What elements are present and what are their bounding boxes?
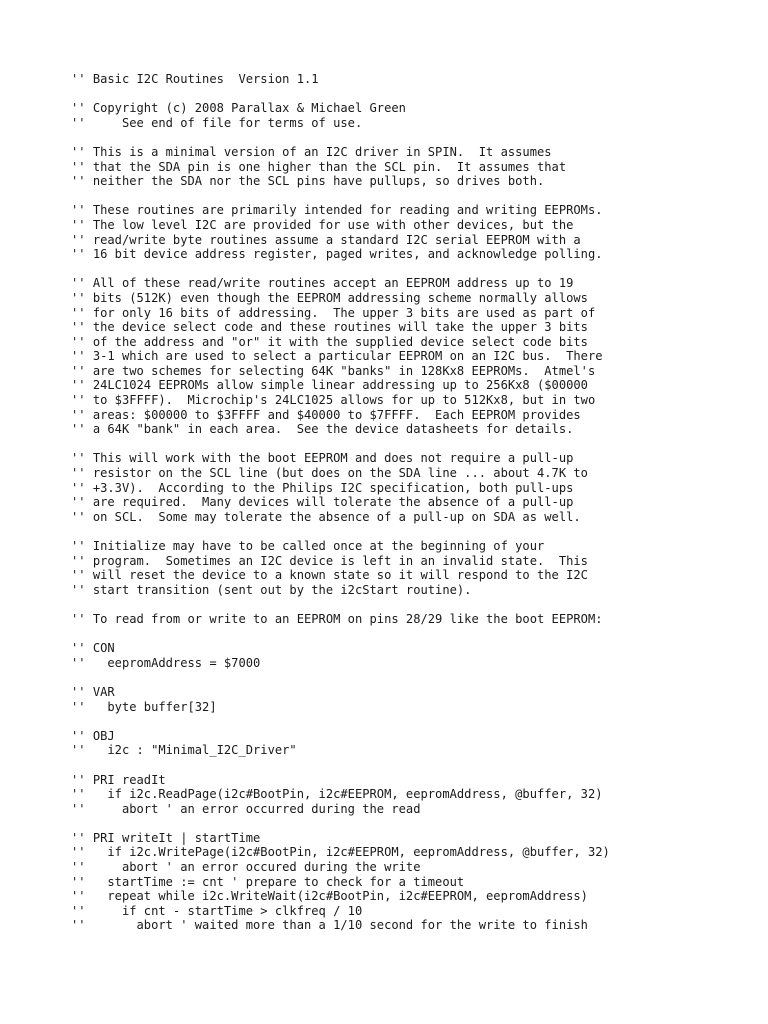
code-line: '' OBJ [71,728,115,743]
blank-line [71,670,610,685]
code-line: '' startTime := cnt ' prepare to check for a timeout [71,874,465,889]
code-line: '' resistor on the SCL line (but does on the SDA line ... about 4.7K to [71,466,588,481]
code-line: '' The low level I2C are provided for use with other devices, but the [71,217,574,232]
code-line: '' 3-1 which are used to select a particular EEPROM on an I2C bus. There [71,349,603,364]
code-line: '' abort ' waited more than a 1/10 second for the write to finish [71,918,588,933]
code-line: '' to $3FFFF). Microchip's 24LC1025 allows for up to 512Kx8, but in two [71,393,596,408]
blank-line [71,87,610,102]
code-line: '' This will work with the boot EEPROM and does not require a pull-up [71,451,574,466]
code-line: '' Basic I2C Routines Version 1.1 [71,72,319,86]
blank-line [71,758,610,773]
code-line: '' Initialize may have to be called once at the beginning of your [71,539,545,553]
blank-line [71,189,610,204]
code-line: '' Copyright (c) 2008 Parallax & Michael Green [71,101,406,116]
code-line: '' bits (512K) even though the EEPROM addressing scheme normally allows [71,290,588,305]
code-line: '' if cnt - startTime > clkfreq / 10 [71,903,363,918]
blank-line [71,524,610,539]
code-line: '' These routines are primarily intended for reading and writing EEPROMs. [71,203,603,218]
blank-line [71,714,610,729]
code-line: '' abort ' an error occured during the write [71,860,421,875]
code-line: '' are required. Many devices will tolerate the absence of a pull-up [71,495,574,510]
code-line: '' +3.3V). According to the Philips I2C specification, both pull-ups [71,480,574,495]
code-line: '' of the address and "or" it with the supplied device select code bits [71,334,588,349]
code-line: '' will reset the device to a known state so it will respond to the I2C [71,568,588,583]
blank-line [71,597,610,612]
code-line: '' CON [71,641,115,656]
code-line: '' if i2c.ReadPage(i2c#BootPin, i2c#EEPROM, eepromAddress, @buffer, 32) [71,787,603,802]
code-line: '' abort ' an error occurred during the read [71,801,421,816]
code-line: '' byte buffer[32] [71,699,217,714]
code-line: '' PRI writeIt | startTime [71,830,261,845]
code-line: '' repeat while i2c.WriteWait(i2c#BootPin, i2c#EEPROM, eepromAddress) [71,889,588,904]
code-line: '' program. Sometimes an I2C device is left in an invalid state. This [71,553,588,568]
code-line: '' PRI readIt [71,772,166,787]
code-line: '' for only 16 bits of addressing. The upper 3 bits are used as part of [71,305,596,320]
blank-line [71,437,610,452]
blank-line [71,627,610,642]
code-line: '' 24LC1024 EEPROMs allow simple linear addressing up to 256Kx8 ($00000 [71,378,588,393]
code-line: '' that the SDA pin is one higher than the SCL pin. It assumes that [71,159,567,174]
code-line: '' read/write byte routines assume a standard I2C serial EEPROM with a [71,232,581,247]
code-line: '' the device select code and these routines will take the upper 3 bits [71,320,588,335]
code-line: '' See end of file for terms of use. [71,115,363,130]
code-line: '' i2c : "Minimal_I2C_Driver" [71,743,297,758]
code-line: '' if i2c.WritePage(i2c#BootPin, i2c#EEPROM, eepromAddress, @buffer, 32) [71,845,610,860]
code-line: '' 16 bit device address register, paged writes, and acknowledge polling. [71,247,603,262]
code-line: '' To read from or write to an EEPROM on pins 28/29 like the boot EEPROM: [71,611,603,626]
code-line: '' This is a minimal version of an I2C driver in SPIN. It assumes [71,144,552,159]
code-line: '' areas: $00000 to $3FFFF and $40000 to $7FFFF. Each EEPROM provides [71,407,581,422]
code-listing [71,72,610,933]
code-line: '' VAR [71,684,115,699]
blank-line [71,262,610,277]
code-line: '' neither the SDA nor the SCL pins have pullups, so drives both. [71,174,545,189]
code-line: '' start transition (sent out by the i2cStart routine). [71,582,472,597]
blank-line [71,816,610,831]
code-line: '' on SCL. Some may tolerate the absence of a pull-up on SDA as well. [71,509,581,524]
blank-line [71,130,610,145]
code-line: '' All of these read/write routines accept an EEPROM address up to 19 [71,276,574,291]
code-line: '' are two schemes for selecting 64K "banks" in 128Kx8 EEPROMs. Atmel's [71,363,596,378]
code-line: '' a 64K "bank" in each area. See the device datasheets for details. [71,422,574,437]
code-line: '' eepromAddress = $7000 [71,655,261,670]
